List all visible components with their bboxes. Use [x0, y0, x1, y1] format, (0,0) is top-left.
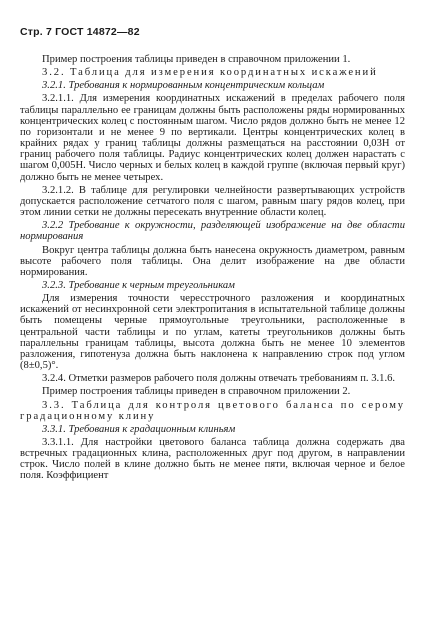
paragraph: Пример построения таблицы приведен в справочном приложении 1. [42, 54, 351, 65]
subsection-heading: 3.2.3. Требование к черным треугольникам [42, 279, 235, 291]
paragraph: 3.2.4. Отметки размеров рабочего поля должны отвечать требованиям п. 3.1.6. [42, 373, 396, 385]
subsection-heading: 3.3.1. Требования к градационным клиньям [42, 423, 236, 435]
paragraph: 3.3.1.1. Для настройки цветового баланса таблица должна содержать два встречных градационных клина, расположенных друг под другом, в направлении строк. Число полей в клине должно быть не менее пяти, включая черное и белое поля. Коэффициент [20, 437, 405, 482]
subsection-heading: 3.2.1. Требования к нормированным концентрическим кольцам [42, 80, 325, 92]
paragraph: Пример построения таблицы приведен в справочном приложении 2. [42, 386, 351, 398]
paragraph: 3.2.1.2. В таблице для регулировки челнейности развертывающих устройств допускается расположение сетчатого поля с шагом, равным шагу рядов колец, при этом линии сетки не должны пересекать внутренние области колец. [20, 184, 405, 219]
subsection-heading: 3.2.2 Требование к окружности, разделяющей изображение на две области нормирования [20, 220, 405, 243]
paragraph: 3.2.1.1. Для измерения координатных искажений в пределах рабочего поля таблицы параллельно ее границам должны быть расположены ряды нормированных концентрических колец с постоянным шагом. Число рядов должно быть не менее 12 по горизонтали и не менее 9 по вертикали. Центры концентрических колец в крайних рядах у границ таблицы должны размещаться на расстоянии 0,03H от границ рабочего поля таблицы. Радиус концентрических колец должен нарастать с шагом 0,005H. Число черных и белых колец в каждой группе (включая первый круг) должно быть не менее четырех. [20, 93, 405, 183]
section-heading: 3.3. Таблица для контроля цветового баланса по серому градационному клину [20, 399, 405, 422]
paragraph: Для измерения точности чересстрочного разложения и координатных искажений от несинхронной сети электропитания в испытательной таблице должны быть помещены черные прямоугольные треугольники, расположенные в центральной части таблицы и по углам, катеты треугольников должны быть параллельны границам таблицы, высота должна быть не менее 10 элементов разложения, гипотенуза должна быть наклонена к направлению строк под углом (8±0,5)°. [20, 293, 405, 372]
paragraph: Вокруг центра таблицы должна быть нанесена окружность диаметром, равным высоте рабочего поля таблицы. Она делит изображение на две области нормирования. [20, 244, 405, 278]
page-header: Стр. 7 ГОСТ 14872—82 [20, 26, 140, 38]
document-body [20, 54, 405, 484]
section-heading: 3.2. Таблица для измерения координатных искажений [42, 67, 378, 79]
